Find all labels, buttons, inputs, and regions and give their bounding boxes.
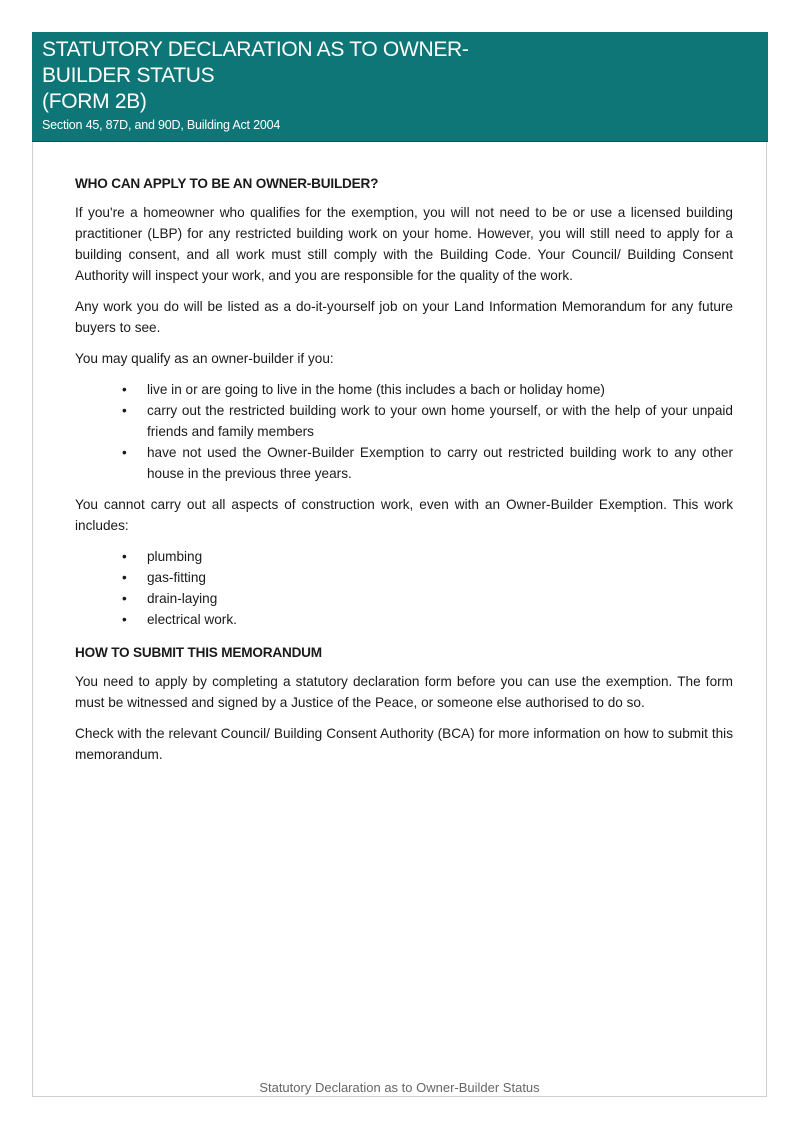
paragraph-apply-instructions: You need to apply by completing a statutory declaration form before you can use the exemption. The form must be witnessed and signed by a Justice of the Peace, or someone else authorised to do so. <box>75 674 733 710</box>
page-footer: Statutory Declaration as to Owner-Builder Status <box>259 1080 540 1095</box>
list-item <box>75 546 733 567</box>
bullet-icon: • <box>122 382 127 397</box>
paragraph-exclusions-intro: You cannot carry out all aspects of construction work, even with an Owner-Builder Exemption. This work includes: <box>75 497 733 533</box>
list-item-text: gas-fitting <box>147 570 206 585</box>
bullet-icon: • <box>122 591 127 606</box>
bullet-icon: • <box>122 445 127 460</box>
paragraph-qualify-intro: You may qualify as an owner-builder if you: <box>75 351 334 366</box>
qualify-bullet-list <box>75 379 733 484</box>
list-item <box>75 609 733 630</box>
paragraph-check-council: Check with the relevant Council/ Building Consent Authority (BCA) for more information on how to submit this memorandum. <box>75 726 733 762</box>
exclusion-bullet-list <box>75 546 733 630</box>
form-header <box>32 32 768 142</box>
list-item <box>75 379 733 400</box>
form-title-line-3: (FORM 2B) <box>42 90 147 113</box>
bullet-icon: • <box>122 403 127 418</box>
list-item-text: live in or are going to live in the home (this includes a bach or holiday home) <box>147 382 605 397</box>
list-item <box>75 588 733 609</box>
list-item-text: drain-laying <box>147 591 218 606</box>
paragraph-diy-listing: Any work you do will be listed as a do-it-yourself job on your Land Information Memorandum for any future buyers to see. <box>75 299 733 335</box>
list-item <box>75 400 733 442</box>
list-item-text: have not used the Owner-Builder Exemption to carry out restricted building work to any other house in the previous three years. <box>147 445 733 481</box>
list-item <box>75 567 733 588</box>
form-subtitle: Section 45, 87D, and 90D, Building Act 2004 <box>42 118 281 132</box>
list-item-text: electrical work. <box>147 612 237 627</box>
bullet-icon: • <box>122 549 127 564</box>
form-title-line-1: STATUTORY DECLARATION AS TO OWNER- <box>42 38 469 61</box>
section-heading-who-can-apply: WHO CAN APPLY TO BE AN OWNER-BUILDER? <box>75 176 379 191</box>
list-item-text: plumbing <box>147 549 203 564</box>
section-heading-how-to-submit: HOW TO SUBMIT THIS MEMORANDUM <box>75 645 322 660</box>
list-item <box>75 442 733 484</box>
document-body <box>75 173 733 775</box>
list-item-text: carry out the restricted building work to your own home yourself, or with the help of your unpaid friends and family members <box>147 403 733 439</box>
bullet-icon: • <box>122 612 127 627</box>
form-title-line-2: BUILDER STATUS <box>42 64 215 87</box>
bullet-icon: • <box>122 570 127 585</box>
paragraph-exemption-intro: If you're a homeowner who qualifies for the exemption, you will not need to be or use a licensed building practitioner (LBP) for any restricted building work on your home. However, you will still need to apply for a building consent, and all work must still comply with the Building Code. Your Council/ Building Consent Authority will inspect your work, and you are responsible for the quality of the work. <box>75 205 733 283</box>
